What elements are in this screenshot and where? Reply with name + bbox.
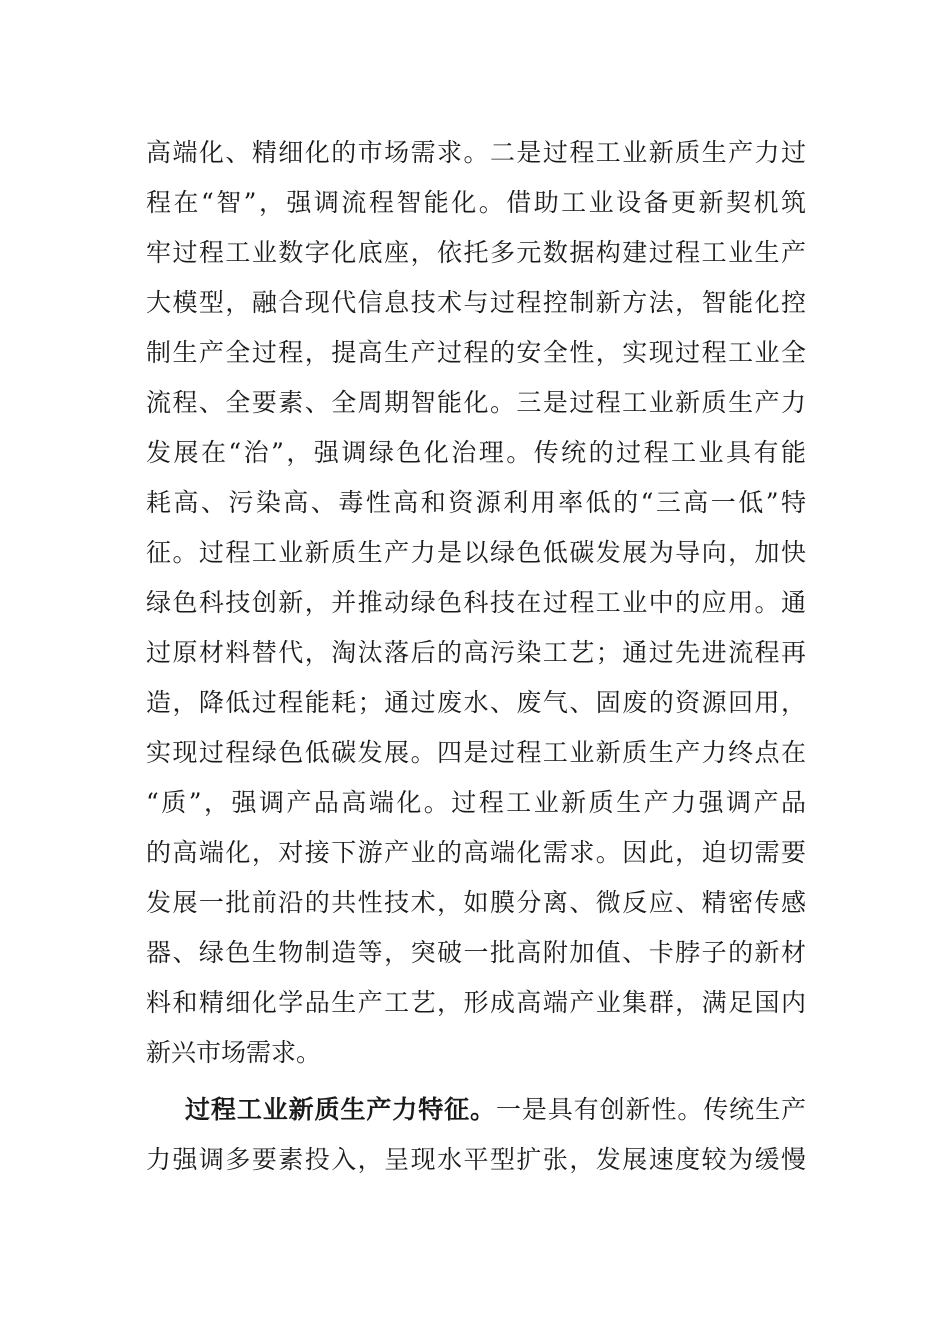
paragraph-line: 实现过程绿色低碳发展。四是过程工业新质生产力终点在 xyxy=(146,738,806,767)
paragraph-line: 高端化、精细化的市场需求。二是过程工业新质生产力过 xyxy=(146,138,806,167)
paragraph-line xyxy=(146,1085,806,1135)
paragraph-line: 新兴市场需求。 xyxy=(146,1038,322,1067)
paragraph-line: 制生产全过程，提高生产过程的安全性，实现过程工业全 xyxy=(146,338,806,367)
paragraph-line: 器、绿色生物制造等，突破一批高附加值、卡脖子的新材 xyxy=(146,938,806,967)
paragraph-line: 的高端化，对接下游产业的高端化需求。因此，迫切需要 xyxy=(146,838,806,867)
paragraph-line: 牢过程工业数字化底座，依托多元数据构建过程工业生产 xyxy=(146,238,806,267)
paragraph-line: “质”，强调产品高端化。过程工业新质生产力强调产品 xyxy=(146,788,806,817)
paragraph-line: 造，降低过程能耗；通过废水、废气、固废的资源回用， xyxy=(146,688,806,717)
paragraph-line: 流程、全要素、全周期智能化。三是过程工业新质生产力 xyxy=(146,388,806,417)
section-heading: 过程工业新质生产力特征。 xyxy=(185,1095,496,1124)
paragraph-text: 一是具有创新性。传统生产 xyxy=(495,1095,806,1124)
paragraph-line: 耗高、污染高、毒性高和资源利用率低的“三高一低”特 xyxy=(146,488,806,517)
paragraph-line: 征。过程工业新质生产力是以绿色低碳发展为导向，加快 xyxy=(146,538,806,567)
paragraph-line: 发展一批前沿的共性技术，如膜分离、微反应、精密传感 xyxy=(146,888,806,917)
paragraph-line: 大模型，融合现代信息技术与过程控制新方法，智能化控 xyxy=(146,288,806,317)
paragraph-line: 力强调多要素投入，呈现水平型扩张，发展速度较为缓慢 xyxy=(146,1145,806,1174)
paragraph-line: 过原材料替代，淘汰落后的高污染工艺；通过先进流程再 xyxy=(146,638,806,667)
paragraph-line: 绿色科技创新，并推动绿色科技在过程工业中的应用。通 xyxy=(146,588,806,617)
paragraph-line: 料和精细化学品生产工艺，形成高端产业集群，满足国内 xyxy=(146,988,806,1017)
paragraph-line: 发展在“治”，强调绿色化治理。传统的过程工业具有能 xyxy=(146,438,806,467)
paragraph-line: 程在“智”，强调流程智能化。借助工业设备更新契机筑 xyxy=(146,188,806,217)
